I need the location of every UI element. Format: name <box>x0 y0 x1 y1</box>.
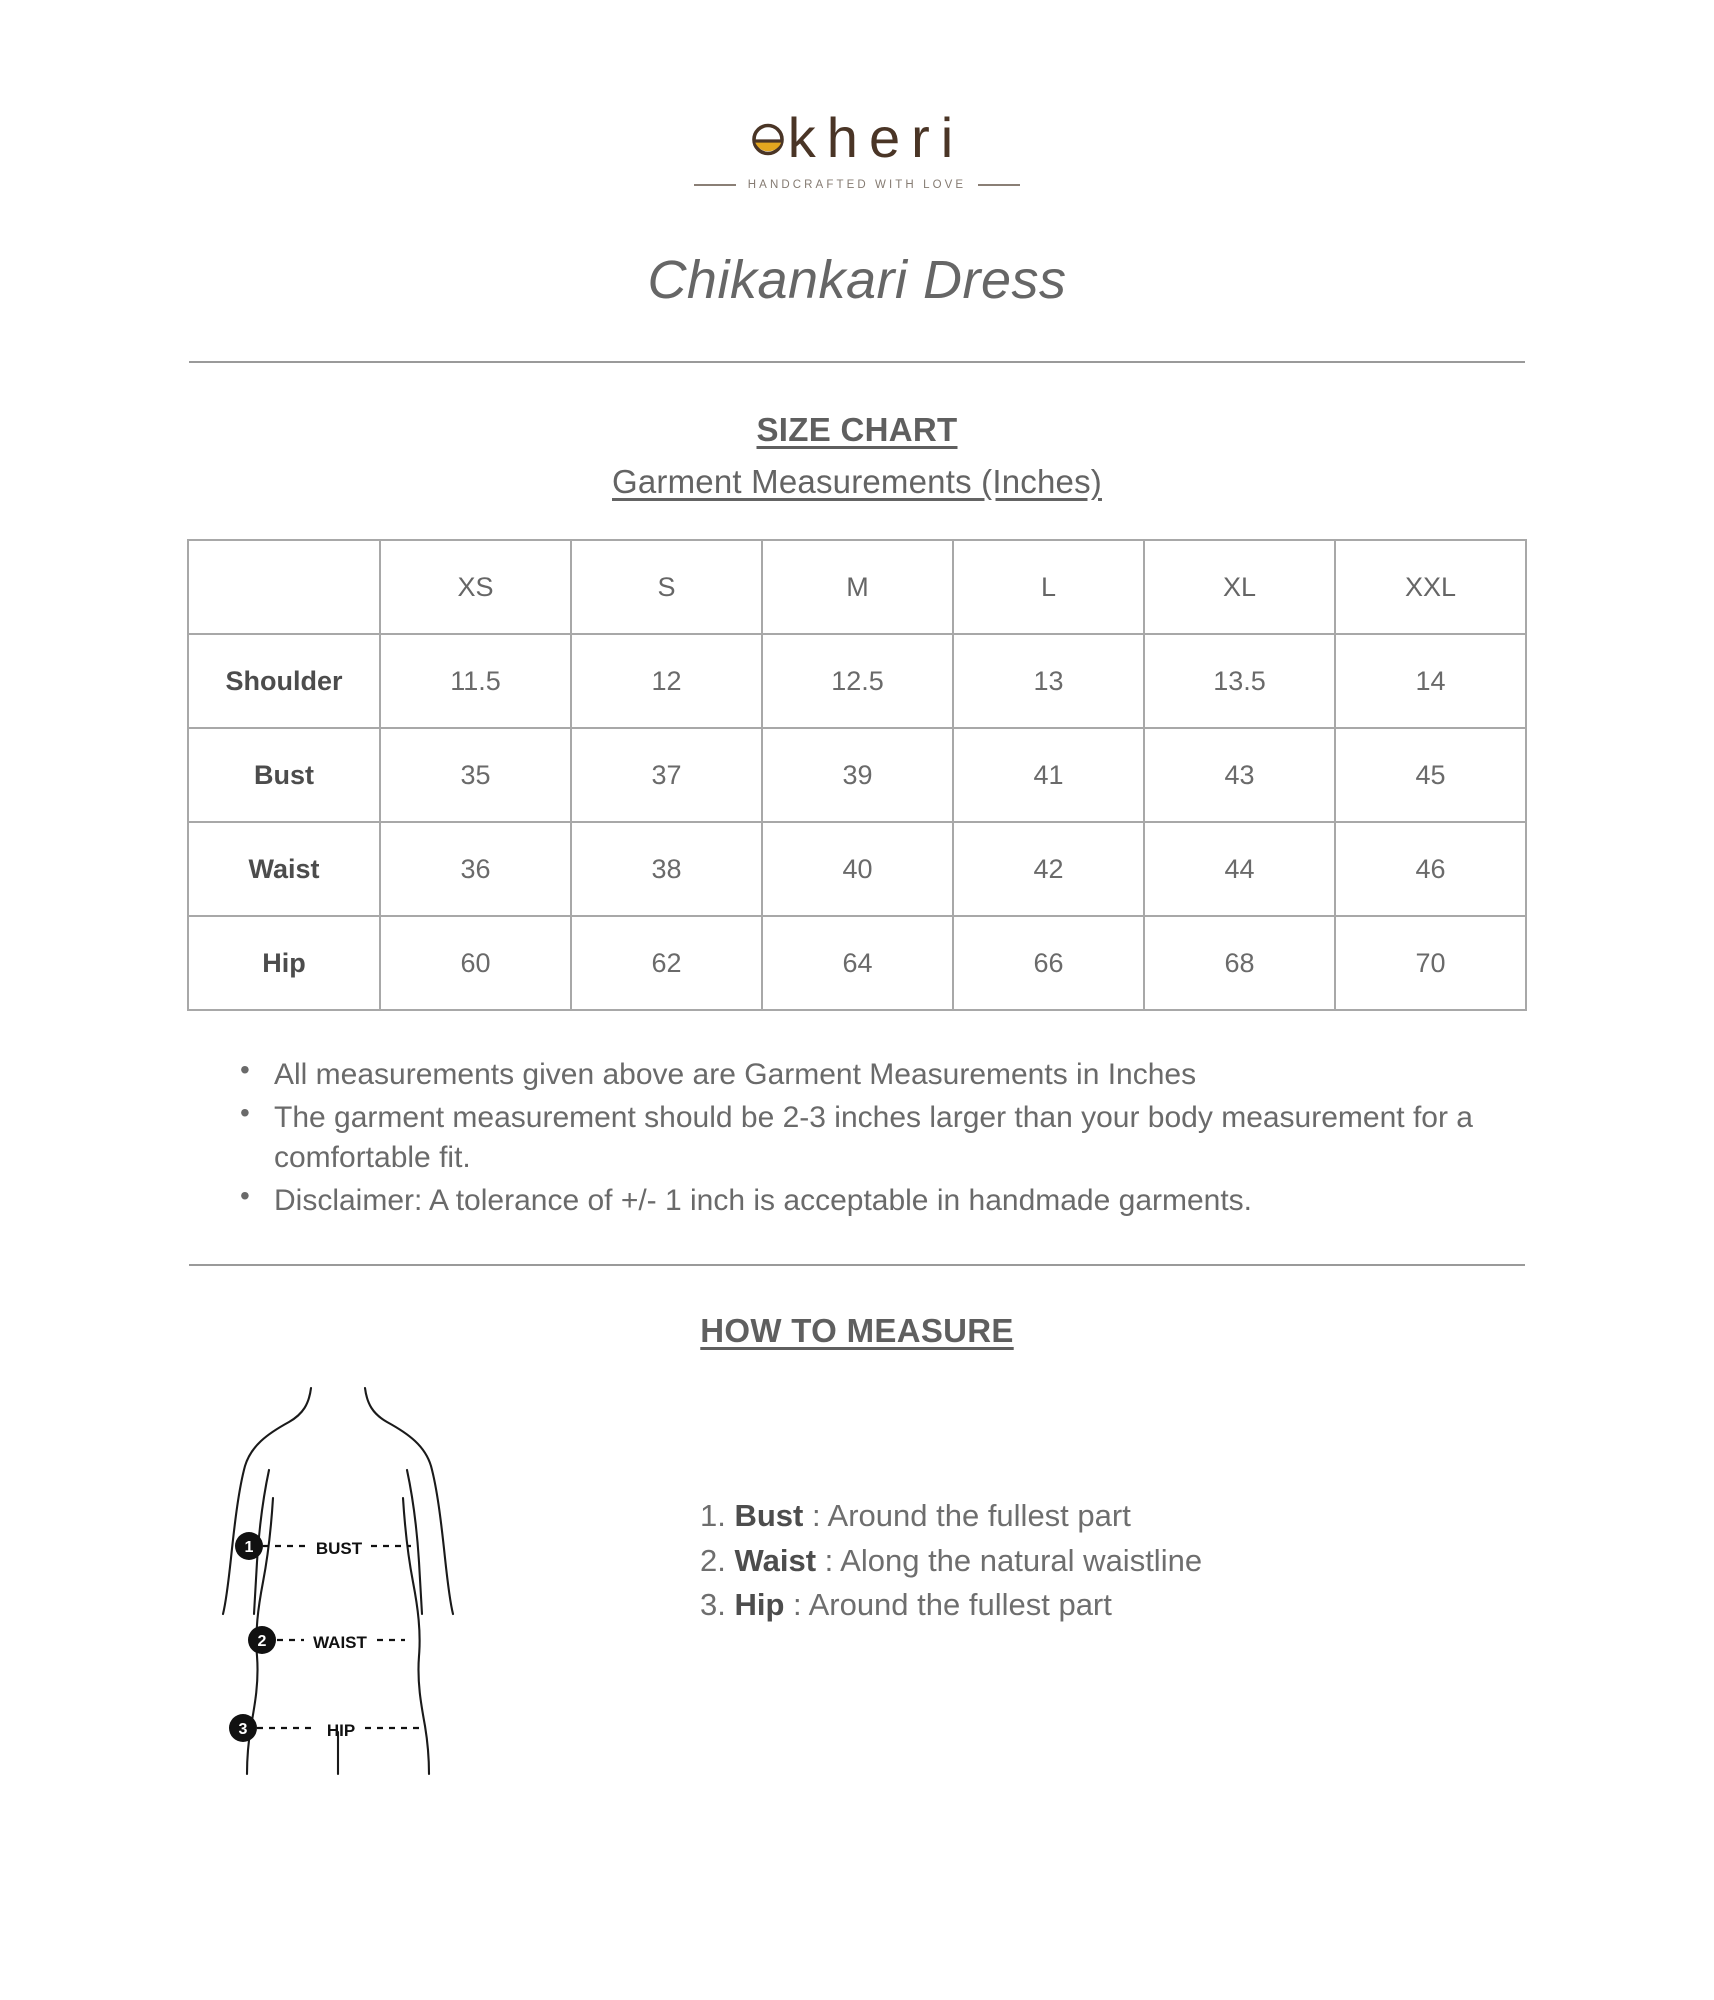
size-chart-header <box>0 411 1714 501</box>
cell-bust-s: 37 <box>571 728 762 822</box>
cell-shoulder-xl: 13.5 <box>1144 634 1335 728</box>
brand-tagline-row <box>0 179 1714 191</box>
divider-top <box>189 361 1525 363</box>
step-description: Along the natural waistline <box>840 1542 1203 1578</box>
step-number: 1. <box>700 1498 726 1534</box>
measure-step-item <box>700 1583 1714 1628</box>
step-term: Bust <box>734 1498 804 1534</box>
measure-step-item <box>700 1494 1714 1539</box>
table-row <box>188 822 1526 916</box>
cell-bust-m: 39 <box>762 728 953 822</box>
size-chart-subheading: Garment Measurements (Inches) <box>612 463 1102 500</box>
cell-bust-xxl: 45 <box>1335 728 1526 822</box>
note-item: • All measurements given above are Garment Measurements in Inches <box>240 1055 1522 1094</box>
cell-waist-s: 38 <box>571 822 762 916</box>
brand-name-rest: k <box>787 106 827 169</box>
table-corner-cell <box>188 540 380 634</box>
table-row <box>188 916 1526 1010</box>
table-header-row <box>188 540 1526 634</box>
cell-shoulder-s: 12 <box>571 634 762 728</box>
cell-waist-xs: 36 <box>380 822 571 916</box>
table-header-xl: XL <box>1144 540 1335 634</box>
table-header-s: S <box>571 540 762 634</box>
note-item: • The garment measurement should be 2-3 inches larger than your body measurement for a comfortable fit. <box>240 1098 1522 1177</box>
cell-waist-xl: 44 <box>1144 822 1335 916</box>
cell-bust-xl: 43 <box>1144 728 1335 822</box>
table-header-xs: XS <box>380 540 571 634</box>
notes-section <box>192 1055 1522 1220</box>
cell-shoulder-xxl: 14 <box>1335 634 1526 728</box>
cell-hip-xxl: 70 <box>1335 916 1526 1010</box>
step-description: Around the fullest part <box>808 1587 1112 1623</box>
cell-hip-m: 64 <box>762 916 953 1010</box>
body-figure-wrap <box>0 1370 700 1790</box>
table-header-l: L <box>953 540 1144 634</box>
cell-bust-l: 41 <box>953 728 1144 822</box>
how-to-measure-body <box>0 1370 1714 1790</box>
table-header-m: M <box>762 540 953 634</box>
diagram-label-hip: HIP <box>326 1721 356 1741</box>
brand-wordmark <box>750 106 965 169</box>
badge-3-number: 3 <box>238 1721 248 1739</box>
diagram-label-bust: BUST <box>315 1539 363 1559</box>
table-row <box>188 728 1526 822</box>
note-item: • Disclaimer: A tolerance of +/- 1 inch is acceptable in handmade garments. <box>240 1181 1522 1220</box>
table-row <box>188 634 1526 728</box>
step-term: Waist <box>734 1542 817 1578</box>
notes-list <box>192 1055 1522 1220</box>
divider-bottom <box>189 1264 1525 1266</box>
step-separator: : <box>812 1498 821 1534</box>
how-to-measure-heading: HOW TO MEASURE <box>700 1312 1014 1350</box>
brand-letter-e: e <box>868 106 912 169</box>
diagram-label-waist: WAIST <box>313 1633 367 1653</box>
step-separator: : <box>793 1587 802 1623</box>
brand-letter-i: i <box>940 106 965 169</box>
logo-schwa-a-icon <box>750 117 786 157</box>
row-label-hip: Hip <box>188 916 380 1010</box>
cell-hip-xs: 60 <box>380 916 571 1010</box>
measure-step-item <box>700 1539 1714 1584</box>
cell-waist-xxl: 46 <box>1335 822 1526 916</box>
cell-shoulder-l: 13 <box>953 634 1144 728</box>
step-term: Hip <box>734 1587 785 1623</box>
table-header-xxl: XXL <box>1335 540 1526 634</box>
badge-2-number: 2 <box>257 1633 267 1651</box>
tagline-rule-left <box>694 184 736 186</box>
step-number: 2. <box>700 1542 726 1578</box>
row-label-waist: Waist <box>188 822 380 916</box>
size-chart-heading: SIZE CHART <box>756 411 958 448</box>
cell-hip-s: 62 <box>571 916 762 1010</box>
cell-waist-m: 40 <box>762 822 953 916</box>
measure-steps-list <box>700 1494 1714 1628</box>
size-chart-table <box>187 539 1527 1011</box>
badge-1-number: 1 <box>244 1539 254 1557</box>
brand-logo <box>0 0 1714 191</box>
cell-hip-l: 66 <box>953 916 1144 1010</box>
tagline-rule-right <box>978 184 1020 186</box>
cell-shoulder-xs: 11.5 <box>380 634 571 728</box>
brand-letter-r: r <box>911 106 941 169</box>
cell-bust-xs: 35 <box>380 728 571 822</box>
row-label-bust: Bust <box>188 728 380 822</box>
product-title: Chikankari Dress <box>647 250 1067 310</box>
body-measurement-diagram-icon <box>205 1370 535 1790</box>
step-description: Around the fullest part <box>827 1498 1131 1534</box>
cell-hip-xl: 68 <box>1144 916 1335 1010</box>
row-label-shoulder: Shoulder <box>188 634 380 728</box>
brand-tagline: HANDCRAFTED WITH LOVE <box>747 179 967 191</box>
cell-waist-l: 42 <box>953 822 1144 916</box>
brand-letter-h: h <box>826 106 869 169</box>
step-number: 3. <box>700 1587 726 1623</box>
measure-steps-wrap <box>700 1370 1714 1628</box>
step-separator: : <box>824 1542 834 1578</box>
cell-shoulder-m: 12.5 <box>762 634 953 728</box>
